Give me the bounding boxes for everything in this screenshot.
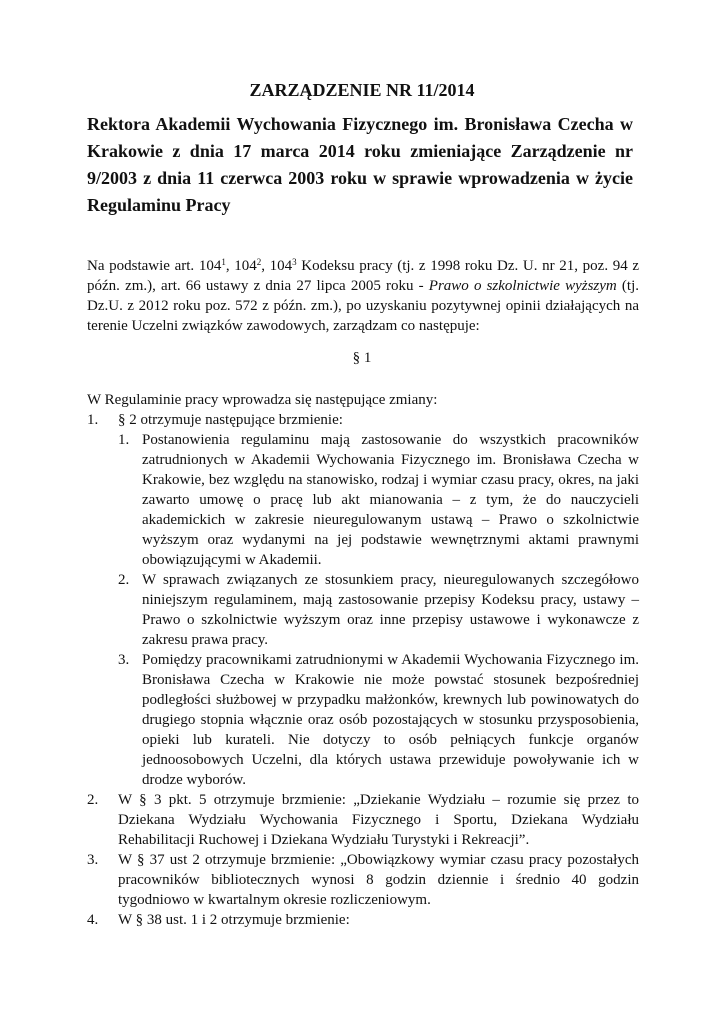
sublist-item — [118, 650, 639, 790]
intro-text: , 104 — [261, 258, 293, 274]
intro-paragraph — [87, 256, 639, 336]
intro-sup: 3 — [292, 257, 297, 267]
document-title: ZARZĄDZENIE NR 11/2014 — [249, 80, 475, 100]
item-number: 2. — [87, 792, 99, 808]
intro-sup: 2 — [256, 257, 262, 267]
intro-text: Kodeksu pracy (tj. z 1998 roku Dz. U. nr 21, poz. 94 z późn. zm.), art. 66 ustawy z dnia 27 lipca 2005 roku - — [87, 258, 640, 294]
document-subtitle: Rektora Akademii Wychowania Fizycznego im. Bronisława Czecha w Krakowie z dnia 17 marca 2014 roku zmieniające Zarządzenie nr 9/2003 z dnia 11 czerwca 2003 roku w sprawie wprowadzenia w życie Regulaminu Pracy — [87, 114, 633, 215]
item-text: W § 38 ust. 1 i 2 otrzymuje brzmienie: — [118, 912, 350, 928]
subitem-number: 2. — [118, 572, 130, 588]
subitem-text: W sprawach związanych ze stosunkiem pracy, nieuregulowanych szczegółowo niniejszym regulaminem, mają zastosowanie przepisy Kodeksu pracy, ustawy – Prawo o szkolnictwie wyższym oraz inne przepisy ustawowe i wykonawcze z zakresu prawa pracy. — [142, 572, 639, 648]
subitem-number: 1. — [118, 432, 130, 448]
sublist-item — [118, 430, 639, 570]
item-text: W § 37 ust 2 otrzymuje brzmienie: „Obowiązkowy wymiar czasu pracy pozostałych pracowników bibliotecznych wynosi 8 godzin dziennie i średnio 40 godzin tygodniowo w kwartalnym okresie rozliczeniowym. — [118, 852, 639, 908]
list-item — [87, 910, 639, 930]
amendments-block — [87, 390, 639, 930]
subitem-text: Postanowienia regulaminu mają zastosowanie do wszystkich pracowników zatrudnionych w Akademii Wychowania Fizycznego im. Bronisława Czecha w Krakowie, bez względu na stanowisko, rodzaj i wymiar czasu pracy, okres, na jaki zawarto umowę o pracę lub akt mianowania – z tym, że do nauczycieli akademickich w zakresie nieuregulowanym ustawą – Prawo o szkolnictwie wyższym oraz wydanymi na jej podstawie wewnętrznymi aktami prawnymi obowiązującymi w Akademii. — [142, 432, 639, 568]
intro-text: , 104 — [225, 258, 257, 274]
item-number: 4. — [87, 912, 99, 928]
item-text: § 2 otrzymuje następujące brzmienie: — [118, 412, 343, 428]
list-item — [87, 790, 639, 850]
intro-text: (tj. Dz.U. z 2012 roku poz. 572 z późn. zm.), po uzyskaniu pozytywnej opinii działających na terenie Uczelni związków zawodowych, zarządzam co następuje: — [87, 278, 639, 334]
item-number: 1. — [87, 412, 99, 428]
sublist — [87, 430, 639, 790]
list-item — [87, 850, 639, 910]
intro-italic-act: Prawo o szkolnictwie wyższym — [428, 278, 617, 294]
item-number: 3. — [87, 852, 99, 868]
sublist-item — [118, 570, 639, 650]
subitem-text: Pomiędzy pracownikami zatrudnionymi w Akademii Wychowania Fizycznego im. Bronisława Czecha w Krakowie nie może powstać stosunek bezpośredniej podległości służbowej w przypadku małżonków, krewnych lub powinowatych do drugiego stopnia włącznie oraz osób pozostających w stosunku przysposobienia, opieki lub kurateli. Nie dotyczy to osób pełniących funkcje organów jednoosobowych Uczelni, dla których ustawa przewiduje powoływanie ich w drodze wyborów. — [142, 652, 639, 788]
intro-sup: 1 — [221, 257, 226, 267]
item-text: W § 3 pkt. 5 otrzymuje brzmienie: „Dziekanie Wydziału – rozumie się przez to Dziekana Wydziału Wychowania Fizycznego i Sportu, Dziekana Wydziału Rehabilitacji Ruchowej i Dziekana Wydziału Turystyki i Rekreacji”. — [118, 792, 639, 848]
section-heading: § 1 — [352, 350, 372, 366]
list-item — [87, 410, 639, 790]
intro-text: Na podstawie art. 104 — [87, 258, 222, 274]
amendments-lead: W Regulaminie pracy wprowadza się następujące zmiany: — [87, 392, 438, 408]
subitem-number: 3. — [118, 652, 130, 668]
